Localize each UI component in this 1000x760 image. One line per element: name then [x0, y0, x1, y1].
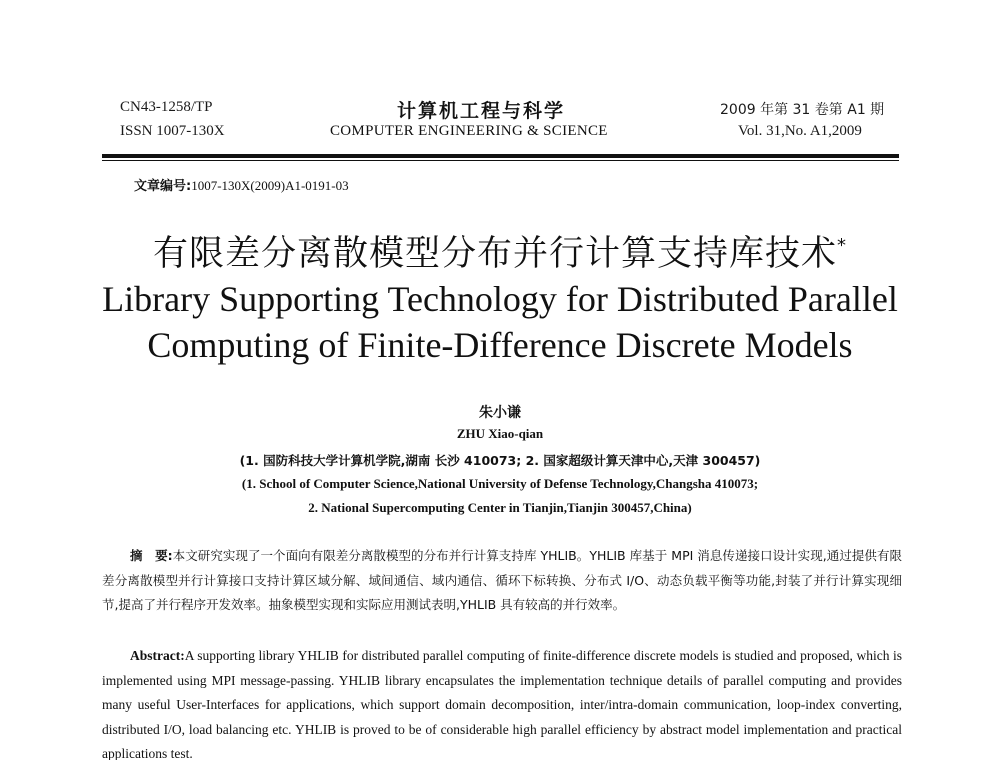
journal-title-en: COMPUTER ENGINEERING & SCIENCE [330, 123, 608, 139]
title-en-line2: Computing of Finite-Difference Discrete Models [147, 325, 853, 365]
abstract-en [102, 644, 902, 760]
abstract-en-text: A supporting library YHLIB for distributed parallel computing of finite-difference discrete models is studied and proposed, which is implemented using MPI message-passing. YHLIB library encapsulates the implementation technique details of parallel computing and provides many useful User-Interfaces for applications, which support domain decomposition, inter/intra-domain communication, loop-index converting, distributed I/O, load balancing etc. YHLIB is proved to be of considerable high parallel efficiency by abstract model implementation and practical applications test. [102, 648, 902, 760]
journal-issue-en: Vol. 31,No. A1,2009 [738, 123, 862, 139]
abstract-cn-label: 摘 要: [130, 548, 173, 563]
header-rule-thin [102, 160, 899, 161]
journal-code-cn: CN43-1258/TP [120, 99, 213, 115]
title-en-line1: Library Supporting Technology for Distributed Parallel [102, 279, 898, 319]
journal-title-cn: 计算机工程与科学 [397, 100, 566, 122]
journal-issue-cn: 2009 年第 31 卷第 A1 期 [720, 102, 885, 118]
title-footnote-mark: * [837, 235, 847, 256]
article-number-value: 1007-130X(2009)A1-0191-03 [191, 178, 349, 193]
article-number-label: 文章编号: [134, 179, 192, 194]
abstract-cn-text: 本文研究实现了一个面向有限差分离散模型的分布并行计算支持库 YHLIB。YHLIB 库基于 MPI 消息传递接口设计实现,通过提供有限差分离散模型并行计算接口支持计算区域分解、域间通信、域内通信、循环下标转换、分布式 I/O、动态负载平衡等功能,封装了并行计算实现细节,提高了并行程序开发效率。抽象模型实现和实际应用测试表明,YHLIB 具有较高的并行效率。 [102, 548, 903, 612]
affiliation-en-line2: 2. National Supercomputing Center in Tianjin,Tianjin 300457,China) [308, 500, 692, 515]
affiliation-cn: (1. 国防科技大学计算机学院,湖南 长沙 410073; 2. 国家超级计算天津中心,天津 300457) [239, 453, 761, 468]
abstract-cn [102, 544, 902, 618]
author-name-en: ZHU Xiao-qian [456, 426, 544, 441]
article-number [134, 175, 349, 194]
journal-issn: ISSN 1007-130X [120, 123, 225, 139]
title-cn [0, 226, 1000, 276]
title-cn-text: 有限差分离散模型分布并行计算支持库技术 [152, 234, 837, 274]
affiliation-en-line1: (1. School of Computer Science,National University of Defense Technology,Changsha 410073; [241, 476, 759, 491]
author-name-cn: 朱小谦 [479, 405, 521, 421]
header-rule-thick [102, 154, 899, 158]
abstract-en-label: Abstract: [130, 648, 185, 663]
